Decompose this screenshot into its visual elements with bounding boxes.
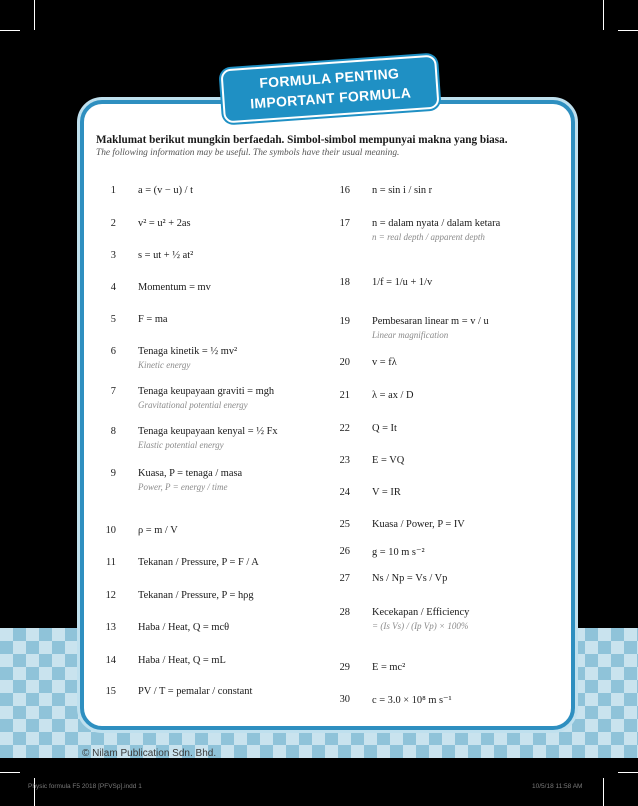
- formula-number: 23: [339, 455, 350, 466]
- file-date: 10/5/18 11:58 AM: [532, 783, 583, 790]
- formula-number: 29: [339, 662, 350, 673]
- formula-text: Kecekapan / Efficiency: [372, 607, 470, 618]
- formula-text: Momentum = mv: [138, 282, 211, 293]
- intro-english: The following information may be useful. The symbols have their usual meaning.: [96, 148, 400, 158]
- formula-number: 11: [105, 557, 116, 568]
- formula-text: Q = It: [372, 423, 397, 434]
- formula-number: 30: [339, 694, 350, 705]
- formula-text: Haba / Heat, Q = mL: [138, 655, 226, 666]
- formula-text: s = ut + ½ at²: [138, 250, 194, 261]
- formula-text: a = (v − u) / t: [138, 185, 194, 196]
- formula-translation: Power, P = energy / time: [138, 482, 228, 492]
- formula-text: F = ma: [138, 314, 168, 325]
- file-info: Physic formula F5 2018 [PFVSp].indd 1: [28, 783, 142, 790]
- formula-text: Tenaga kinetik = ½ mv²: [138, 346, 238, 357]
- formula-text: E = VQ: [372, 455, 405, 466]
- formula-number: 5: [110, 314, 116, 325]
- formula-text: n = sin i / sin r: [372, 185, 433, 196]
- formula-number: 13: [105, 622, 116, 633]
- formula-number: 7: [110, 386, 116, 397]
- formula-number: 10: [105, 525, 116, 536]
- formula-number: 16: [339, 185, 350, 196]
- intro-malay: Maklumat berikut mungkin berfaedah. Simbol-simbol mempunyai makna yang biasa.: [96, 134, 508, 146]
- formula-translation: Gravitational potential energy: [138, 400, 248, 410]
- formula-text: v = fλ: [372, 357, 397, 368]
- formula-number: 3: [110, 250, 116, 261]
- formula-number: 18: [339, 277, 350, 288]
- formula-number: 9: [110, 468, 116, 479]
- crop-mark: [603, 0, 604, 30]
- formula-text: Ns / Np = Vs / Vp: [372, 573, 448, 584]
- formula-text: Haba / Heat, Q = mcθ: [138, 622, 230, 633]
- copyright-text: © Nilam Publication Sdn. Bhd.: [82, 748, 217, 759]
- banner-title-malay: FORMULA PENTING: [258, 65, 400, 91]
- formula-text: λ = ax / D: [372, 390, 414, 401]
- formula-text: Kuasa, P = tenaga / masa: [138, 468, 243, 479]
- crop-mark: [618, 30, 638, 31]
- formula-number: 22: [339, 423, 350, 434]
- formula-text: Tekanan / Pressure, P = F / A: [138, 557, 259, 568]
- formula-number: 27: [339, 573, 350, 584]
- formula-number: 26: [339, 546, 350, 557]
- formula-number: 20: [339, 357, 350, 368]
- formula-number: 14: [105, 655, 116, 666]
- formula-number: 15: [105, 686, 116, 697]
- formula-number: 12: [105, 590, 116, 601]
- formula-text: n = dalam nyata / dalam ketara: [372, 218, 501, 229]
- formula-text: V = IR: [372, 487, 401, 498]
- formula-text: E = mc²: [372, 662, 406, 673]
- formula-number: 6: [110, 346, 116, 357]
- formula-text: Kuasa / Power, P = IV: [372, 519, 465, 530]
- formula-text: ρ = m / V: [138, 525, 178, 536]
- formula-number: 24: [339, 487, 350, 498]
- formula-text: Pembesaran linear m = v / u: [372, 316, 489, 327]
- formula-text: c = 3.0 × 10⁸ m s⁻¹: [372, 695, 452, 706]
- formula-number: 28: [339, 607, 350, 618]
- crop-mark: [618, 772, 638, 773]
- intro-text: [96, 134, 566, 158]
- formula-text: PV / T = pemalar / constant: [138, 686, 253, 697]
- formula-number: 2: [110, 218, 116, 229]
- formula-number: 21: [339, 390, 350, 401]
- crop-mark: [0, 772, 20, 773]
- formula-number: 19: [339, 316, 350, 327]
- formula-text: v² = u² + 2as: [138, 218, 191, 229]
- formula-translation: Elastic potential energy: [138, 440, 224, 450]
- formula-text: Tenaga keupayaan kenyal = ½ Fx: [138, 426, 278, 437]
- formula-text: g = 10 m s⁻²: [372, 547, 425, 558]
- formula-translation: Kinetic energy: [138, 360, 191, 370]
- banner-title-english: IMPORTANT FORMULA: [249, 84, 412, 112]
- crop-mark: [603, 778, 604, 806]
- formula-number: 25: [339, 519, 350, 530]
- formula-text: 1/f = 1/u + 1/v: [372, 277, 433, 288]
- formula-text: Tekanan / Pressure, P = hρg: [138, 590, 254, 601]
- formula-text: Tenaga keupayaan graviti = mgh: [138, 386, 275, 397]
- formula-number: 1: [110, 185, 116, 196]
- crop-mark: [34, 0, 35, 30]
- formula-number: 8: [110, 426, 116, 437]
- formula-number: 4: [110, 282, 116, 293]
- formula-translation: = (Is Vs) / (Ip Vp) × 100%: [372, 621, 469, 631]
- formula-number: 17: [339, 218, 350, 229]
- formula-translation: Linear magnification: [372, 330, 449, 340]
- crop-mark: [0, 30, 20, 31]
- formula-translation: n = real depth / apparent depth: [372, 232, 485, 242]
